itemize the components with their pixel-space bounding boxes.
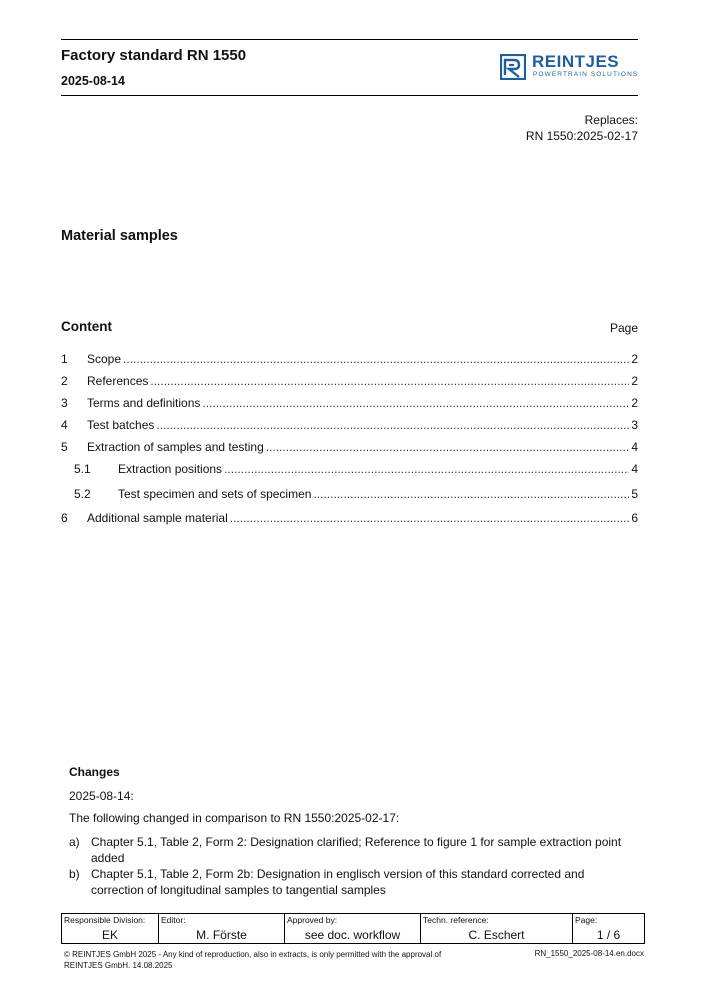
- footer-cell-approved: [285, 914, 421, 943]
- section-title: Material samples: [61, 228, 178, 244]
- toc-entry-page: 2: [631, 352, 638, 366]
- change-item-letter: b): [69, 867, 80, 881]
- footer-cell-label: Responsible Division:: [64, 915, 146, 925]
- toc-entry-page: 6: [631, 511, 638, 525]
- toc-entry-title: Additional sample material: [87, 511, 228, 525]
- footer-table: [61, 913, 645, 944]
- toc-entry-number: 5.1: [74, 462, 91, 476]
- document-date: 2025-08-14: [61, 74, 125, 88]
- toc-entry-title: Test specimen and sets of specimen: [118, 487, 312, 501]
- toc-entry-page: 4: [631, 440, 638, 454]
- changes-intro: The following changed in comparison to RN 1550:2025-02-17:: [69, 811, 400, 825]
- toc-leader-dots: [266, 440, 630, 454]
- toc-entry[interactable]: [74, 487, 638, 501]
- toc-entry[interactable]: [74, 462, 638, 476]
- toc-entry-page: 5: [631, 487, 638, 501]
- toc-entry[interactable]: [61, 418, 638, 432]
- reintjes-logo-icon: [500, 54, 526, 80]
- replaces-label: Replaces:: [584, 113, 638, 127]
- footer-cell-division: [62, 914, 159, 943]
- footer-cell-label: Approved by:: [287, 915, 338, 925]
- document-filename: RN_1550_2025-08-14.en.docx: [534, 949, 644, 958]
- toc-entry-number: 5.2: [74, 487, 91, 501]
- footer-cell-label: Page:: [575, 915, 598, 925]
- toc-leader-dots: [202, 396, 629, 410]
- toc-entry-number: 2: [61, 374, 68, 388]
- toc-entry-title: Terms and definitions: [87, 396, 201, 410]
- toc-entry-title: Extraction positions: [118, 462, 223, 476]
- toc-leader-dots: [123, 352, 629, 366]
- footer-cell-label: Editor:: [161, 915, 186, 925]
- toc-entry-page: 3: [631, 418, 638, 432]
- toc-heading: Content: [61, 319, 112, 334]
- company-logo: [500, 54, 640, 82]
- toc-entry-number: 1: [61, 352, 68, 366]
- toc-entry-number: 3: [61, 396, 68, 410]
- replaces-value: RN 1550:2025-02-17: [525, 129, 638, 143]
- change-item-text: Chapter 5.1, Table 2, Form 2b: Designation in englisch version of this standard corrected and correction of longitudinal samples to tangential samples: [91, 867, 585, 897]
- change-item-letter: a): [69, 835, 80, 849]
- copyright-notice: © REINTJES GmbH 2025 - Any kind of reproduction, also in extracts, is only permitted with the approval of REINTJES GmbH. 14.08.2025: [64, 950, 442, 970]
- toc-entry[interactable]: [61, 396, 638, 410]
- change-item: [69, 834, 639, 866]
- toc-entry-number: 5: [61, 440, 68, 454]
- change-item-text: Chapter 5.1, Table 2, Form 2: Designation clarified; Reference to figure 1 for sample extraction point added: [91, 835, 622, 865]
- toc-leader-dots: [150, 374, 629, 388]
- toc-page-label: Page: [609, 321, 638, 335]
- replaces-block: [526, 112, 638, 144]
- toc-entry-title: References: [87, 374, 149, 388]
- footer-cell-value: C. Eschert: [468, 928, 525, 942]
- toc-entry[interactable]: [61, 440, 638, 454]
- toc-entry-title: Scope: [87, 352, 122, 366]
- toc-leader-dots: [313, 487, 629, 501]
- toc-entry-number: 6: [61, 511, 68, 525]
- changes-heading: Changes: [69, 765, 120, 779]
- header-top-rule: [61, 39, 638, 40]
- logo-wordmark: REINTJES: [532, 52, 620, 71]
- changes-date: 2025-08-14:: [69, 789, 134, 803]
- toc-entry[interactable]: [61, 374, 638, 388]
- footer-cell-value: see doc. workflow: [304, 928, 401, 942]
- toc-entry-title: Extraction of samples and testing: [87, 440, 264, 454]
- footer-cell-value: M. Förste: [196, 928, 247, 942]
- footer-cell-techref: [421, 914, 573, 943]
- footer-cell-label: Techn. reference:: [423, 915, 489, 925]
- header-bottom-rule: [61, 95, 638, 96]
- toc-leader-dots: [230, 511, 630, 525]
- footer-cell-editor: [159, 914, 285, 943]
- toc-entry-page: 2: [631, 374, 638, 388]
- toc-entry-page: 4: [631, 462, 638, 476]
- footer-cell-page: [573, 914, 644, 943]
- document-title: Factory standard RN 1550: [61, 47, 247, 64]
- change-item: [69, 866, 639, 898]
- logo-tagline: POWERTRAIN SOLUTIONS: [533, 71, 639, 78]
- footer-cell-value: EK: [101, 928, 118, 942]
- toc-leader-dots: [224, 462, 629, 476]
- toc-leader-dots: [156, 418, 629, 432]
- footer-cell-value: 1 / 6: [596, 928, 621, 942]
- toc-entry-page: 2: [631, 396, 638, 410]
- toc-entry[interactable]: [61, 352, 638, 366]
- toc-entry[interactable]: [61, 511, 638, 525]
- toc-entry-title: Test batches: [87, 418, 155, 432]
- toc-entry-number: 4: [61, 418, 68, 432]
